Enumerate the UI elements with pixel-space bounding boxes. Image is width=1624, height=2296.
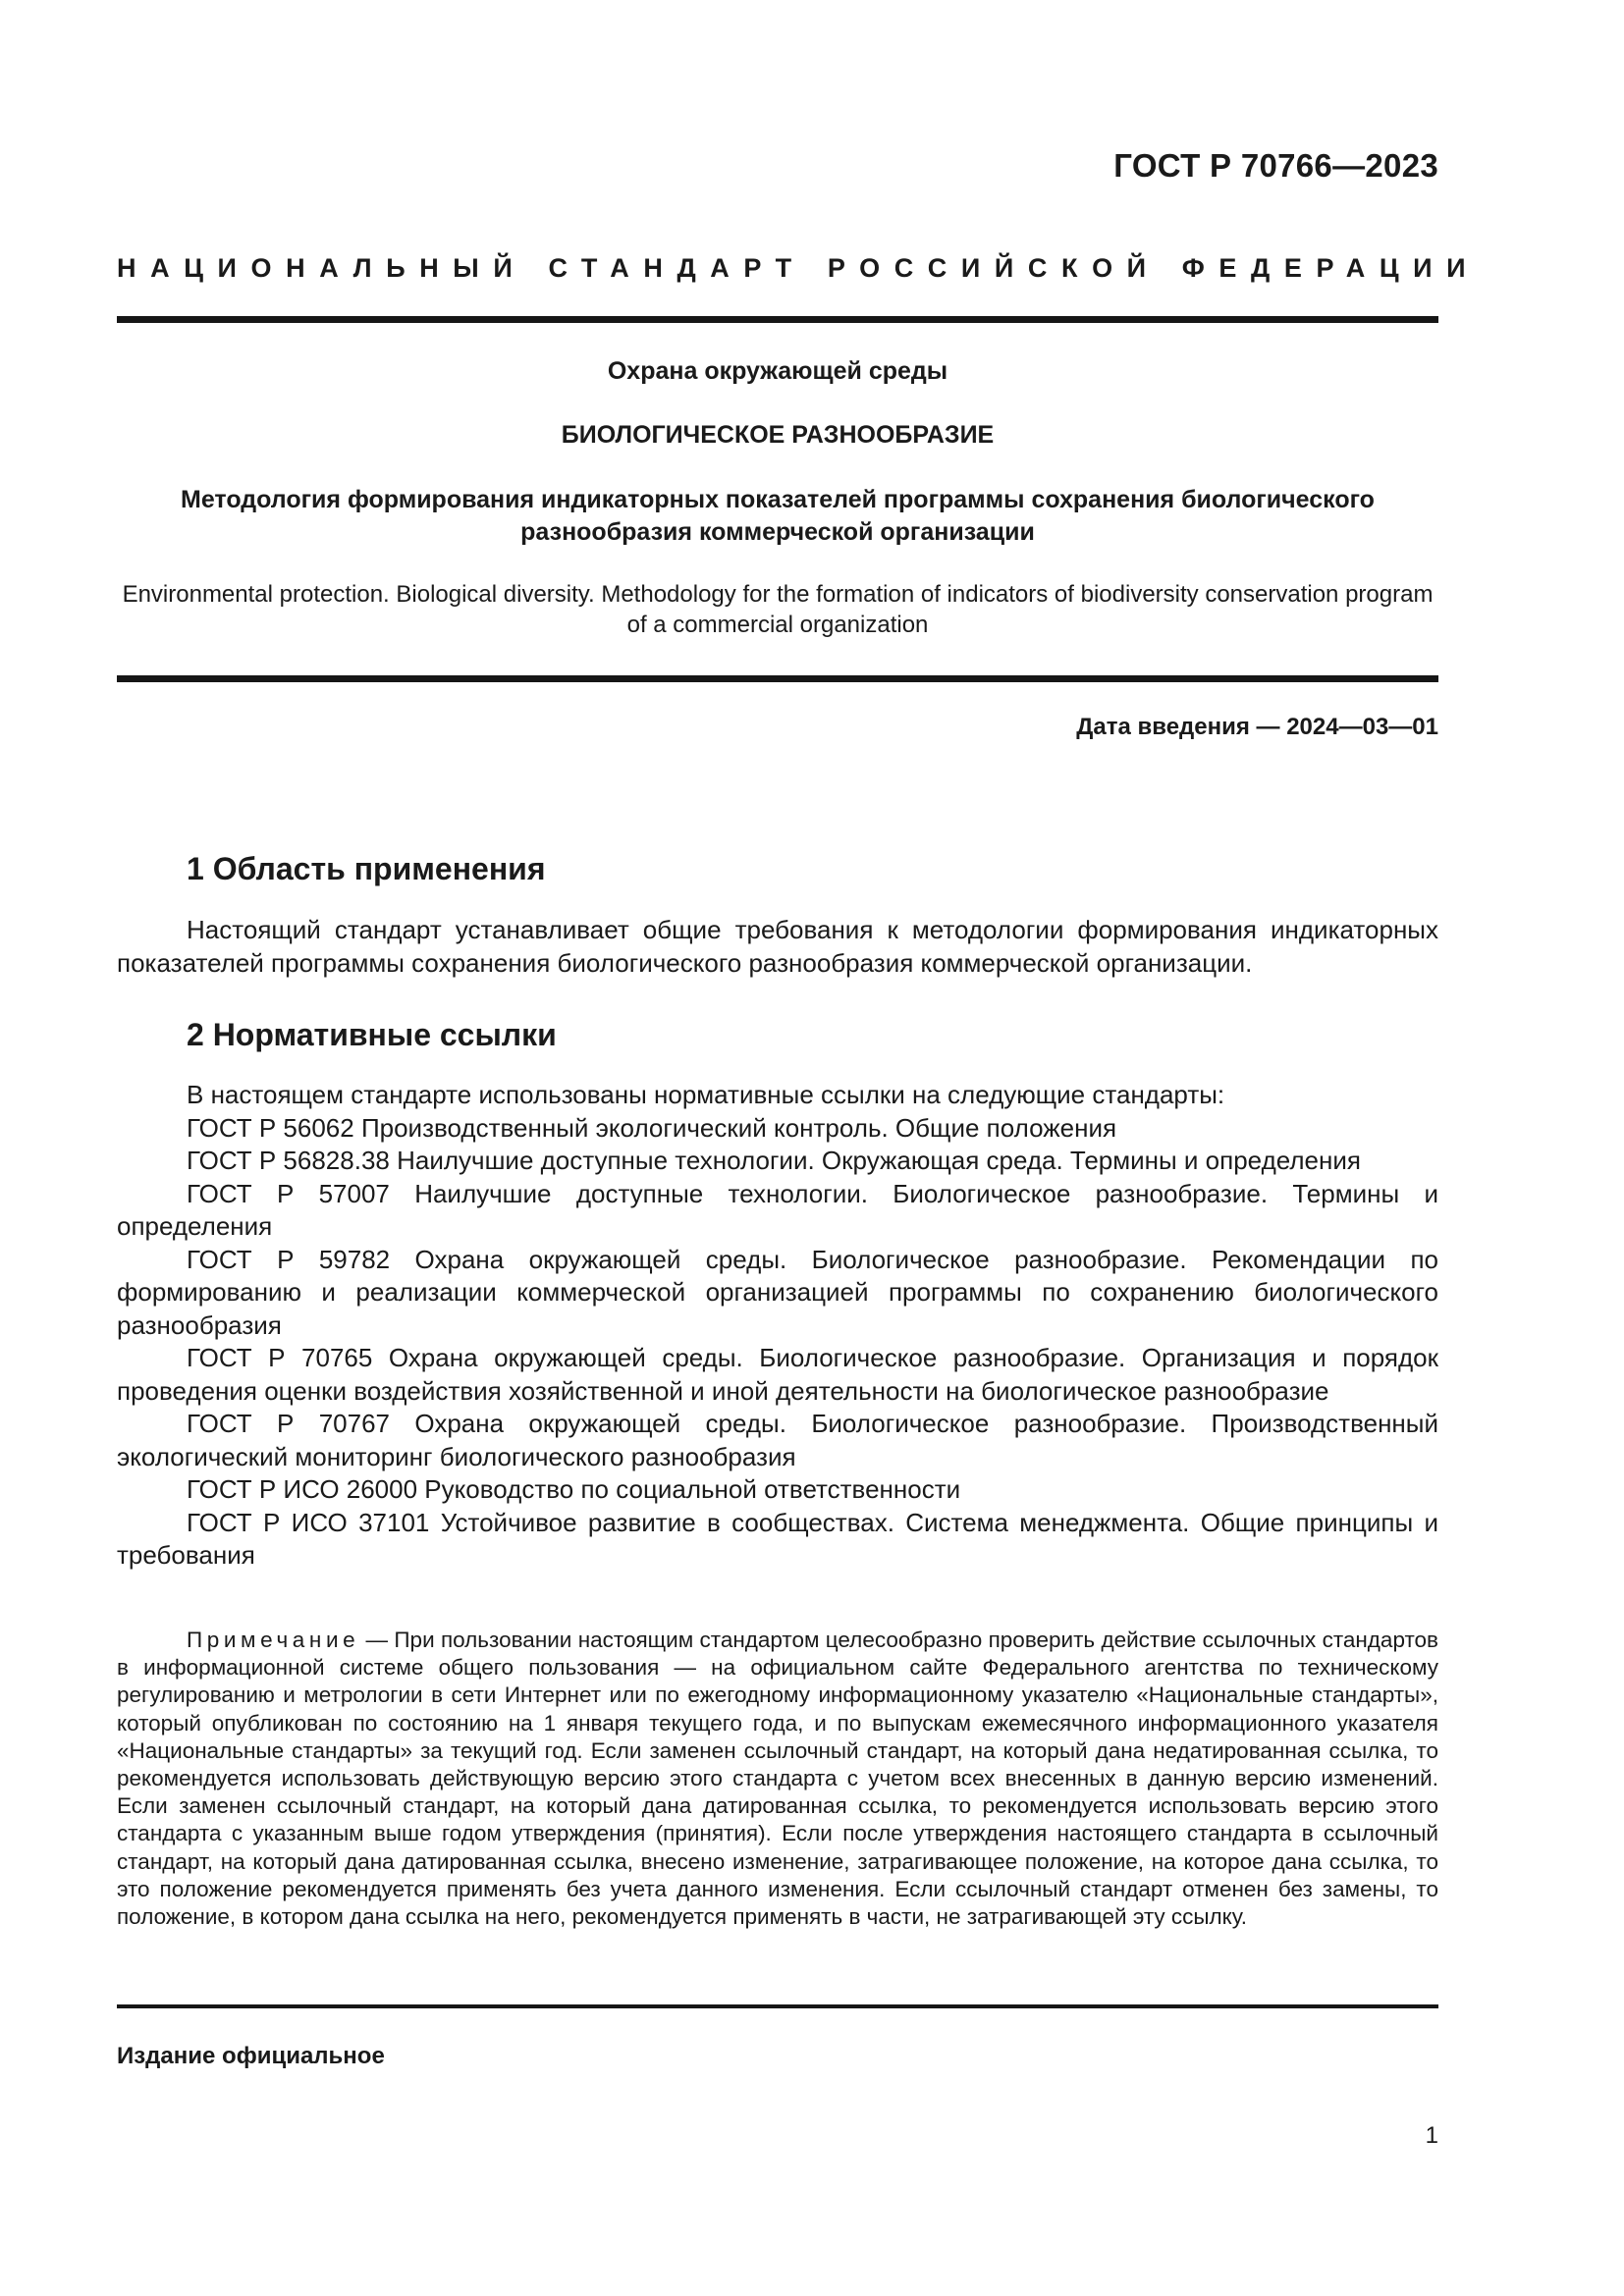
- subtitle: Методология формирования индикаторных показателей программы сохранения биологического разнообразия коммерческой организации: [181, 486, 1375, 546]
- references-list: [117, 1079, 1438, 1573]
- references-note: [117, 1627, 1438, 1931]
- standard-number: ГОСТ Р 70766—2023: [1113, 147, 1438, 184]
- introduction-date: Дата введения — 2024—03—01: [1076, 714, 1438, 740]
- page-number: 1: [1425, 2122, 1438, 2149]
- subject-heading: Охрана окружающей среды: [607, 357, 948, 385]
- note-label: Примечание: [187, 1628, 360, 1652]
- section-1-text: Настоящий стандарт устанавливает общие требования к методологии формирования индикаторных показателей программы сохранения биологического разнообразия коммерческой организации.: [117, 915, 1438, 978]
- top-rule: [117, 316, 1438, 323]
- national-standard-title: НАЦИОНАЛЬНЫЙ СТАНДАРТ РОССИЙСКОЙ ФЕДЕРАЦИИ: [117, 253, 1481, 283]
- reference-item: ГОСТ Р 70765 Охрана окружающей среды. Биологическое разнообразие. Организация и порядок проведения оценки воздействия хозяйственной и иной деятельности на биологическое разнообразие: [117, 1343, 1438, 1406]
- reference-item: ГОСТ Р ИСО 37101 Устойчивое развитие в сообществах. Система менеджмента. Общие принципы и требования: [117, 1507, 1438, 1570]
- footer-rule: [117, 2004, 1438, 2008]
- section-2-heading: 2 Нормативные ссылки: [187, 1017, 557, 1052]
- reference-item: ГОСТ Р ИСО 26000 Руководство по социальной ответственности: [187, 1474, 961, 1504]
- reference-item: ГОСТ Р 70767 Охрана окружающей среды. Биологическое разнообразие. Производственный экологический мониторинг биологического разнообразия: [117, 1409, 1438, 1471]
- reference-item: ГОСТ Р 59782 Охрана окружающей среды. Биологическое разнообразие. Рекомендации по формированию и реализации коммерческой организацией программы по сохранению биологического разнообразия: [117, 1244, 1438, 1340]
- reference-item: ГОСТ Р 56062 Производственный экологический контроль. Общие положения: [187, 1112, 1117, 1143]
- official-edition-label: Издание официальное: [117, 2043, 385, 2069]
- document-page: [117, 0, 1481, 2296]
- note-text: — При пользовании настоящим стандартом целесообразно проверить действие ссылочных стандартов в информационной системе общего пользования — на официальном сайте Федерального агентства по техническому регулированию и метрологии в сети Интернет или по ежегодному информационному указателю «Национальные стандарты», который опубликован по состоянию на 1 января текущего года, и по выпускам ежемесячного информационного указателя «Национальные стандарты» за текущий год. Если заменен ссылочный стандарт, на который дана недатированная ссылка, то рекомендуется использовать действующую версию этого стандарта с учетом всех внесенных в данную версию изменений. Если заменен ссылочный стандарт, на который дана датированная ссылка, то рекомендуется использовать версию этого стандарта с указанным выше годом утверждения (принятия). Если после утверждения настоящего стандарта в ссылочный стандарт, на который дана датированная ссылка, внесено изменение, затрагивающее положение, на которое дана ссылка, то это положение рекомендуется применять без учета данного изменения. Если ссылочный стандарт отменен без замены, то положение, в котором дана ссылка на него, рекомендуется применять в части, не затрагивающей эту ссылку.: [117, 1628, 1438, 1930]
- english-title: Environmental protection. Biological diversity. Methodology for the formation of indicators of biodiversity conservation program of a commercial organization: [122, 581, 1434, 638]
- main-title: БИОЛОГИЧЕСКОЕ РАЗНООБРАЗИЕ: [561, 421, 995, 449]
- section-1-heading: 1 Область применения: [187, 851, 546, 886]
- title-rule: [117, 675, 1438, 682]
- reference-item: ГОСТ Р 57007 Наилучшие доступные технологии. Биологическое разнообразие. Термины и определения: [117, 1178, 1438, 1241]
- reference-item: ГОСТ Р 56828.38 Наилучшие доступные технологии. Окружающая среда. Термины и определения: [187, 1146, 1361, 1175]
- references-intro: В настоящем стандарте использованы нормативные ссылки на следующие стандарты:: [187, 1080, 1225, 1109]
